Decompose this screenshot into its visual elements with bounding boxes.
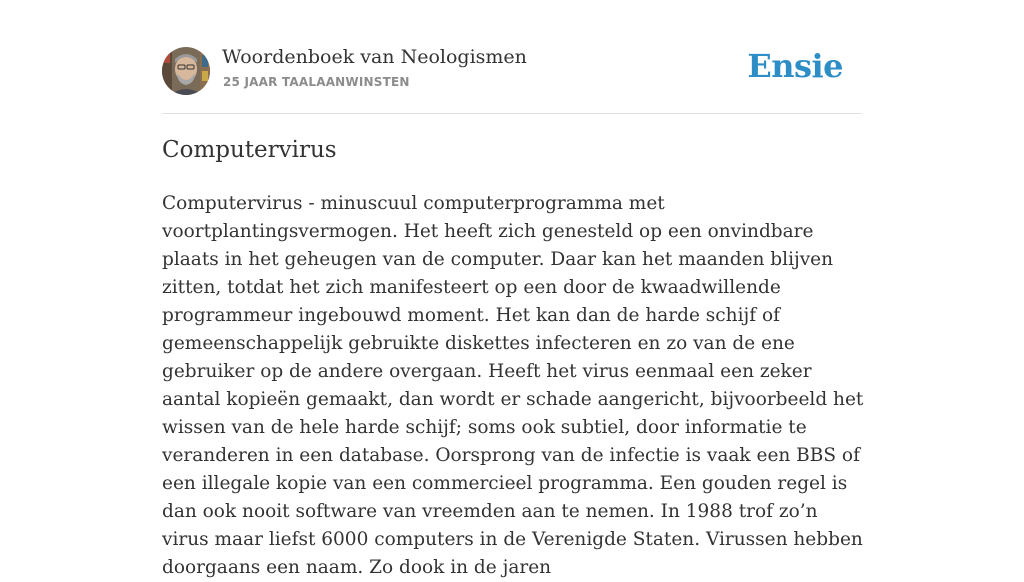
page	[162, 0, 864, 578]
author-portrait-icon	[162, 47, 210, 95]
article-title: Computervirus	[162, 137, 337, 163]
article-body: Computervirus - minuscuul computerprogramma met voortplantingsvermogen. Het heeft zich genesteld op een onvindbare plaats in het geheugen van de computer. Daar kan het maanden blijven zitten, totdat het zich manifesteert op een door de kwaadwillende programmeur ingebouwd moment. Het kan dan de harde schijf of gemeenschappelijk gebruikte diskettes infecteren en zo van de ene gebruiker op de andere overgaan. Heeft het virus eenmaal een zeker aantal kopieën gemaakt, dan wordt er schade aangericht, bijvoorbeeld het wissen van de hele harde schijf; soms ook subtiel, door informatie te veranderen in een database. Oorsprong van de infectie is vaak een BBS of een illegale kopie van een commercieel programma. Een gouden regel is dan ook nooit software van vreemden aan te nemen. In 1988 trof zo’n virus maar liefst 6000 computers in de Verenigde Staten. Virussen hebben doorgaans een naam. Zo dook in de jaren	[162, 193, 864, 578]
site-title[interactable]: Woordenboek van Neologismen	[222, 46, 527, 68]
ensie-logo[interactable]: Ensie	[747, 47, 843, 85]
header	[162, 0, 862, 114]
author-avatar[interactable]	[162, 47, 210, 95]
site-subtitle: 25 JAAR TAALAANWINSTEN	[223, 75, 410, 89]
